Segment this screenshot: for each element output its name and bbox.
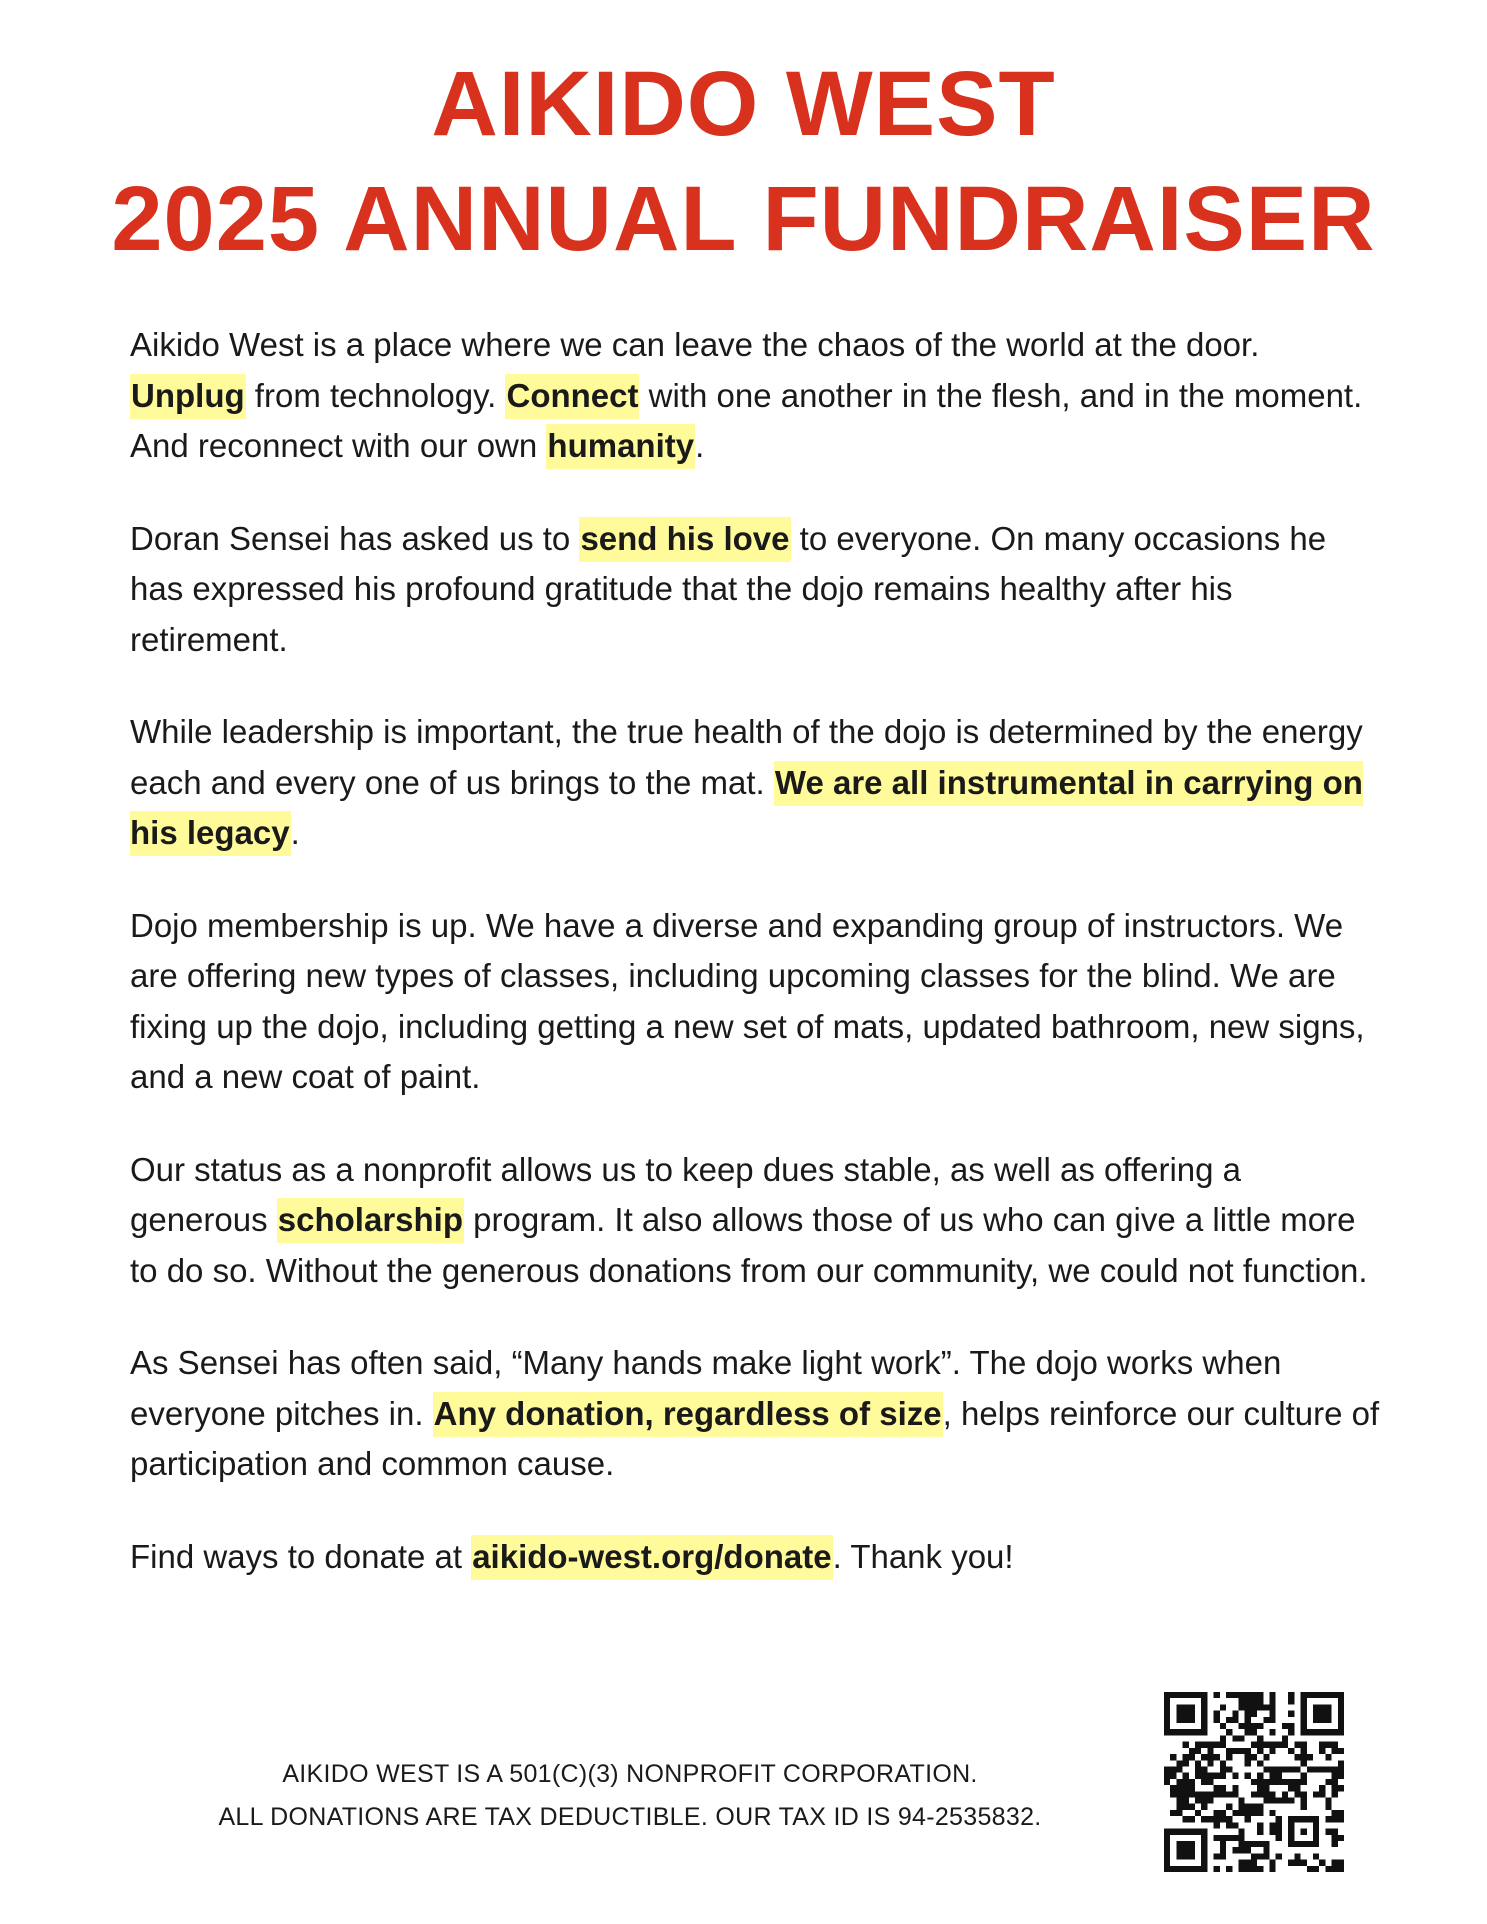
highlight-humanity: humanity	[546, 424, 695, 469]
qr-code-icon[interactable]	[1164, 1692, 1344, 1872]
donate-link[interactable]: aikido-west.org/donate	[471, 1535, 832, 1580]
p2-text-2: to everyone. On many occasions he has expressed his profound gratitude that the dojo remains healthy after his retirement.	[130, 519, 1327, 658]
highlight-scholarship: scholarship	[277, 1198, 464, 1243]
footer-tax-line: ALL DONATIONS ARE TAX DEDUCTIBLE. OUR TAX ID IS 94-2535832.	[218, 1803, 1042, 1831]
highlight-unplug: Unplug	[130, 374, 246, 419]
paragraph-3	[130, 707, 1380, 859]
highlight-connect: Connect	[505, 374, 639, 419]
paragraph-7	[130, 1532, 1380, 1583]
paragraph-6	[130, 1338, 1380, 1490]
p1-text-2: from technology.	[245, 376, 506, 414]
letter-body	[130, 320, 1380, 1624]
paragraph-4	[130, 901, 1380, 1103]
paragraph-2	[130, 514, 1380, 666]
p5-text-2: program. It also allows those of us who can give a little more to do so. Without the generous donations from our community, we could not function.	[130, 1201, 1368, 1289]
p4-text-1: Dojo membership is up. We have a diverse and expanding group of instructors. We are offering new types of classes, including upcoming classes for the blind. We are fixing up the dojo, including getting a new set of mats, updated bathroom, new signs, and a new coat of paint.	[130, 906, 1365, 1095]
highlight-legacy: We are all instrumental in carrying on his legacy	[130, 761, 1363, 857]
title-line-1: AIKIDO WEST	[431, 53, 1056, 155]
p6-text-1: As Sensei has often said, “Many hands make light work”. The dojo works when everyone pitches in.	[130, 1344, 1282, 1432]
p7-text-1: Find ways to donate at	[130, 1537, 472, 1575]
p6-text-2: , helps reinforce our culture of participation and common cause.	[130, 1394, 1380, 1482]
p7-text-2: . Thank you!	[832, 1537, 1014, 1575]
highlight-any-donation: Any donation, regardless of size	[433, 1392, 943, 1437]
p5-text-1: Our status as a nonprofit allows us to keep dues stable, as well as offering a generous	[130, 1150, 1242, 1238]
title-line-2: 2025 ANNUAL FUNDRAISER	[111, 168, 1376, 270]
p1-text-1: Aikido West is a place where we can leave the chaos of the world at the door.	[130, 326, 1260, 363]
p3-text-2: .	[290, 814, 300, 851]
paragraph-1	[130, 320, 1380, 472]
p2-text-1: Doran Sensei has asked us to	[130, 519, 580, 557]
paragraph-5	[130, 1145, 1380, 1297]
p1-text-3: with one another in the flesh, and in the moment. And reconnect with our own	[130, 376, 1363, 464]
highlight-send-his-love: send his love	[579, 517, 790, 562]
p3-text-1: While leadership is important, the true health of the dojo is determined by the energy each and every one of us brings to the mat.	[130, 713, 1363, 801]
footer-nonprofit-line: AIKIDO WEST IS A 501(C)(3) NONPROFIT CORPORATION.	[282, 1760, 978, 1788]
p1-text-4: .	[695, 427, 705, 464]
